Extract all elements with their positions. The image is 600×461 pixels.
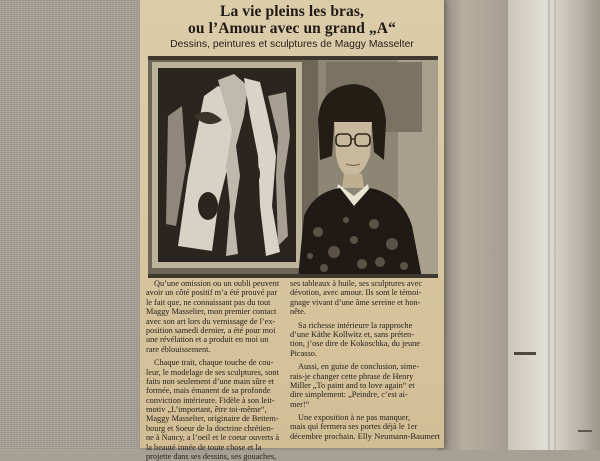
article-line: la beauté innée de toute chose et la (146, 442, 262, 452)
article-line: dire simplement: „Peindre, c’est ai- (290, 390, 408, 400)
article-line: tion, j’ose dire de Kokoschka, du jeune (290, 339, 420, 349)
article-line: nête. (290, 307, 306, 317)
article-line: bourg et Soeur de la doctrine chrétien- (146, 423, 274, 433)
article-photo (148, 56, 438, 278)
article-line: d’une Käthe Kollwitz et, sans préten- (290, 329, 414, 339)
article-column-right (290, 279, 440, 441)
article-line: ses tableaux à huile, ses sculptures avec (290, 279, 423, 288)
newspaper-clipping (140, 0, 444, 461)
article-line: formée, mais émanent de sa profonde (146, 386, 271, 396)
headline-line-2: ou l’Amour avec un grand „A“ (188, 20, 396, 37)
article-line: leur, le modelage de ses sculptures, sont (146, 367, 279, 377)
article-line: Chaque trait, chaque touche de cou- (154, 358, 274, 368)
headline-line-1: La vie pleins les bras, (220, 3, 364, 20)
article-line: avoir un côté positif m’a été prouvé par (146, 288, 278, 298)
wooden-board (438, 0, 510, 450)
linen-background (0, 0, 140, 450)
article-line: Picasso. (290, 348, 317, 358)
article-line: une révélation et a produit en moi un (146, 335, 269, 345)
article-line: décembre prochain. (290, 431, 356, 441)
article-line: position samedi dernier, a été pour moi (146, 325, 276, 335)
article-line: rare éblouissement. (146, 344, 211, 354)
article-line: rais-je changer cette phrase de Henry (290, 371, 414, 381)
article-line: motiv „L’important, être toi-même“, (146, 405, 267, 415)
author-byline: Elly Neumann-Baumert (357, 431, 440, 441)
article-line: Maggy Masselter, originaire de Bettem- (146, 414, 279, 424)
article-line: le fait que, ne connaissant pas du tout (146, 297, 271, 307)
article-line: Une exposition à ne pas manquer, (298, 413, 411, 423)
subtitle: Dessins, peintures et sculptures de Maggy Masselter (170, 39, 414, 50)
article-line: Qu’une omission ou un oubli peuvent (154, 279, 280, 288)
article-line: projette dans ses dessins, ses gouaches, (146, 452, 277, 461)
article-line: dévotion, avec amour. Ils sont le témoi- (290, 288, 422, 298)
article-line: mais qui fermera ses portes déjà le 1er (290, 422, 418, 432)
fabric-mark (578, 430, 592, 432)
article-line: mer!“ (290, 399, 310, 409)
article-line: conviction intérieure. Fidèle à son leit- (146, 395, 275, 405)
article-line: Maggy Masselter, mon premier contact (146, 307, 277, 317)
article-line: avec son art lors du vernissage de l’ex- (146, 316, 276, 326)
article-line: faits non seulement d’une main sûre et (146, 376, 275, 386)
article-line: Sa richesse intérieure la rapproche (298, 320, 413, 330)
article-line: Miller „To paint and to love again“ et (290, 380, 415, 390)
article-line: gnage vivant d’une âme sereine et hon- (290, 297, 421, 307)
article-column-left (146, 279, 289, 461)
fabric-mark (514, 352, 536, 355)
article-line: Aussi, en guise de conclusion, sime- (298, 362, 419, 372)
fabric-fold (548, 0, 556, 450)
article-line: ne à Nancy, a l’oeil et le coeur ouverts à (146, 433, 280, 443)
